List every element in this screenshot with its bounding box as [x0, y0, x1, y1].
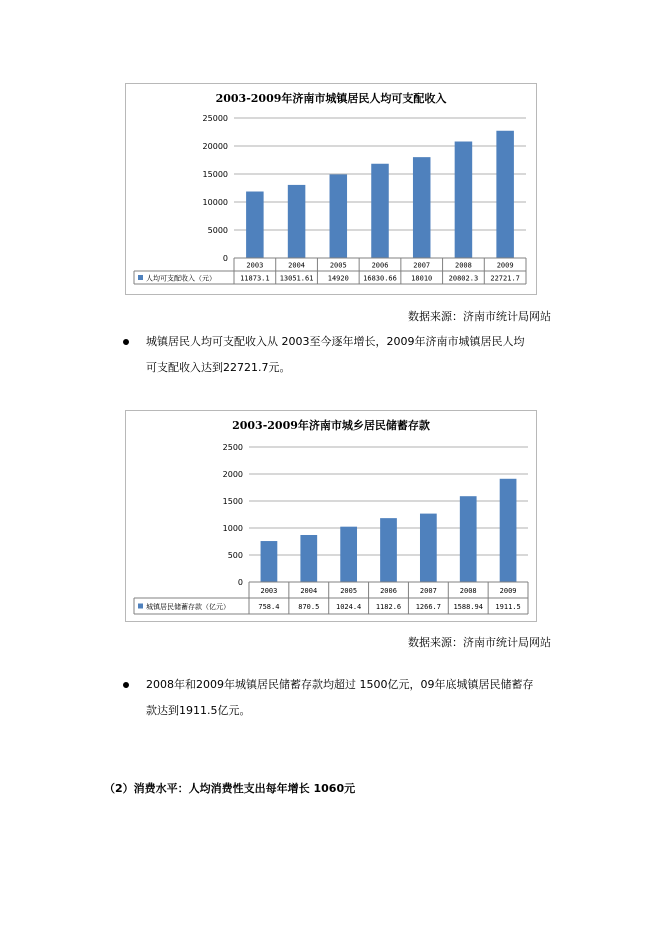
y-tick-label: 2500: [222, 443, 243, 452]
bar: [420, 514, 437, 582]
x-category-label: 2005: [340, 587, 358, 595]
data-label: 20802.3: [448, 274, 479, 283]
data-source: 数据来源：济南市统计局网站: [408, 636, 551, 649]
x-category-label: 2004: [300, 587, 318, 595]
bar: [496, 131, 514, 258]
income-chart: [125, 83, 537, 295]
bar: [340, 527, 357, 582]
savings-chart: [125, 410, 537, 622]
data-label: 870.5: [298, 603, 320, 611]
y-tick-label: 2000: [222, 470, 243, 479]
bar: [288, 185, 306, 258]
bullet-icon: [123, 682, 129, 688]
data-label: 1588.94: [453, 603, 483, 611]
data-label: 1182.6: [375, 603, 402, 611]
x-category-label: 2004: [288, 261, 306, 270]
legend-swatch: [138, 275, 143, 280]
x-category-label: 2008: [459, 587, 477, 595]
paragraph-line: 可支配收入达到22721.7元。: [146, 361, 291, 374]
x-category-label: 2006: [371, 261, 389, 270]
bar: [455, 142, 473, 258]
legend-label: 人均可支配收入（元）: [146, 274, 216, 283]
data-label: 1266.7: [415, 603, 442, 611]
x-category-label: 2008: [454, 261, 472, 270]
legend-swatch: [138, 604, 143, 609]
savings-chart-svg: [126, 411, 538, 623]
paragraph-savings: [146, 672, 566, 724]
y-tick-label: 20000: [202, 142, 228, 151]
bar: [413, 157, 431, 258]
x-category-label: 2007: [419, 587, 437, 595]
x-category-label: 2009: [499, 587, 517, 595]
y-tick-label: 10000: [202, 198, 228, 207]
bar: [300, 535, 317, 582]
bar: [500, 479, 517, 582]
paragraph-line: 城镇居民人均可支配收入从 2003至今逐年增长，2009年济南市城镇居民人均: [146, 335, 525, 348]
y-tick-label: 1500: [222, 497, 243, 506]
legend-label: 城镇居民储蓄存款（亿元）: [146, 603, 230, 611]
y-tick-label: 0: [222, 254, 228, 263]
data-label: 1024.4: [335, 603, 362, 611]
data-label: 13051.61: [279, 274, 314, 283]
y-tick-label: 25000: [202, 114, 228, 123]
data-label: 22721.7: [490, 274, 520, 283]
y-tick-label: 500: [227, 551, 243, 560]
bar: [246, 192, 264, 258]
section-heading: （2）消费水平：人均消费性支出每年增长 1060元: [104, 782, 356, 795]
x-category-label: 2007: [413, 261, 431, 270]
data-label: 18010: [411, 274, 433, 283]
y-tick-label: 5000: [207, 226, 228, 235]
paragraph-income: [146, 329, 566, 381]
bar: [330, 174, 348, 258]
x-category-label: 2005: [329, 261, 347, 270]
data-label: 16830.66: [363, 274, 397, 283]
chart-title: 2003-2009年济南市城镇居民人均可支配收入: [215, 92, 447, 105]
data-source: 数据来源：济南市统计局网站: [408, 310, 551, 323]
x-category-label: 2009: [496, 261, 514, 270]
data-label: 758.4: [258, 603, 280, 611]
data-label: 11873.1: [240, 274, 270, 283]
chart-title: 2003-2009年济南市城乡居民储蓄存款: [232, 419, 430, 432]
income-chart-svg: [126, 84, 538, 296]
y-tick-label: 1000: [222, 524, 243, 533]
data-label: 14920: [327, 274, 349, 283]
y-tick-label: 15000: [202, 170, 228, 179]
bullet-icon: [123, 339, 129, 345]
bar: [380, 518, 397, 582]
bar: [371, 164, 389, 258]
x-category-label: 2006: [380, 587, 397, 595]
x-category-label: 2003: [260, 587, 278, 595]
bar: [460, 496, 477, 582]
paragraph-line: 2008年和2009年城镇居民储蓄存款均超过 1500亿元，09年底城镇居民储蓄存: [146, 678, 534, 691]
data-label: 1911.5: [495, 603, 521, 611]
bar: [261, 541, 278, 582]
y-tick-label: 0: [237, 578, 243, 587]
paragraph-line: 款达到1911.5亿元。: [146, 704, 251, 717]
x-category-label: 2003: [246, 261, 264, 270]
